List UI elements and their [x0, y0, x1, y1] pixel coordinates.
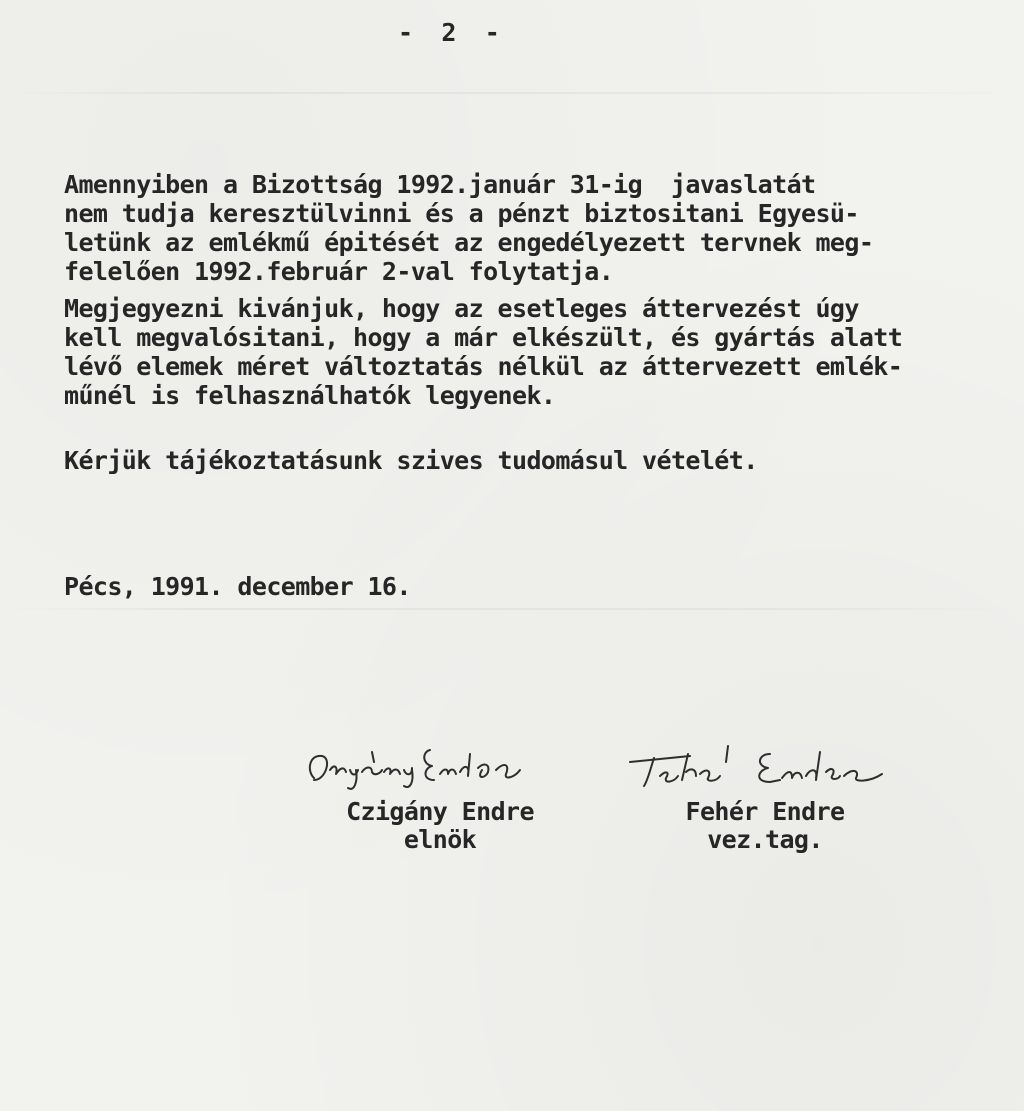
signatory-role: elnök [403, 825, 477, 854]
signatory-name: Czigány Endre [346, 797, 534, 826]
text-line: kell megvalósitani, hogy a már elkészült, és gyártás alatt [64, 323, 903, 352]
signatory-name: Fehér Endre [685, 797, 845, 826]
text-line: Megjegyezni kivánjuk, hogy az esetleges áttervezést úgy [64, 294, 859, 323]
paragraph-1 [64, 170, 873, 286]
signature-block-chairman [300, 740, 580, 854]
paragraph-3 [64, 446, 758, 475]
handwritten-signature-feher [620, 740, 910, 798]
paper-fold-line [0, 608, 1024, 610]
paper-fold-line [0, 92, 1024, 94]
paragraph-2 [64, 294, 902, 410]
text-line: lévő elemek méret változtatás nélkül az áttervezett emlék- [64, 352, 903, 381]
text-line: Amennyiben a Bizottság 1992.január 31-ig javaslatát [64, 170, 816, 199]
signature-block-member [620, 740, 910, 854]
text-line: letünk az emlékmű épitését az engedélyezett tervnek meg- [64, 228, 874, 257]
place-and-date: Pécs, 1991. december 16. [64, 572, 411, 601]
handwritten-signature-czigany [300, 740, 580, 798]
text-line: felelően 1992.február 2-val folytatja. [64, 257, 614, 286]
text-line: nem tudja keresztülvinni és a pénzt biztositani Egyesü- [64, 199, 859, 228]
text-line: Kérjük tájékoztatásunk szives tudomásul vételét. [64, 446, 758, 475]
signatory-role: vez.tag. [707, 825, 823, 854]
text-line: műnél is felhasználhatók legyenek. [64, 381, 556, 410]
page-number: - 2 - [398, 18, 500, 47]
